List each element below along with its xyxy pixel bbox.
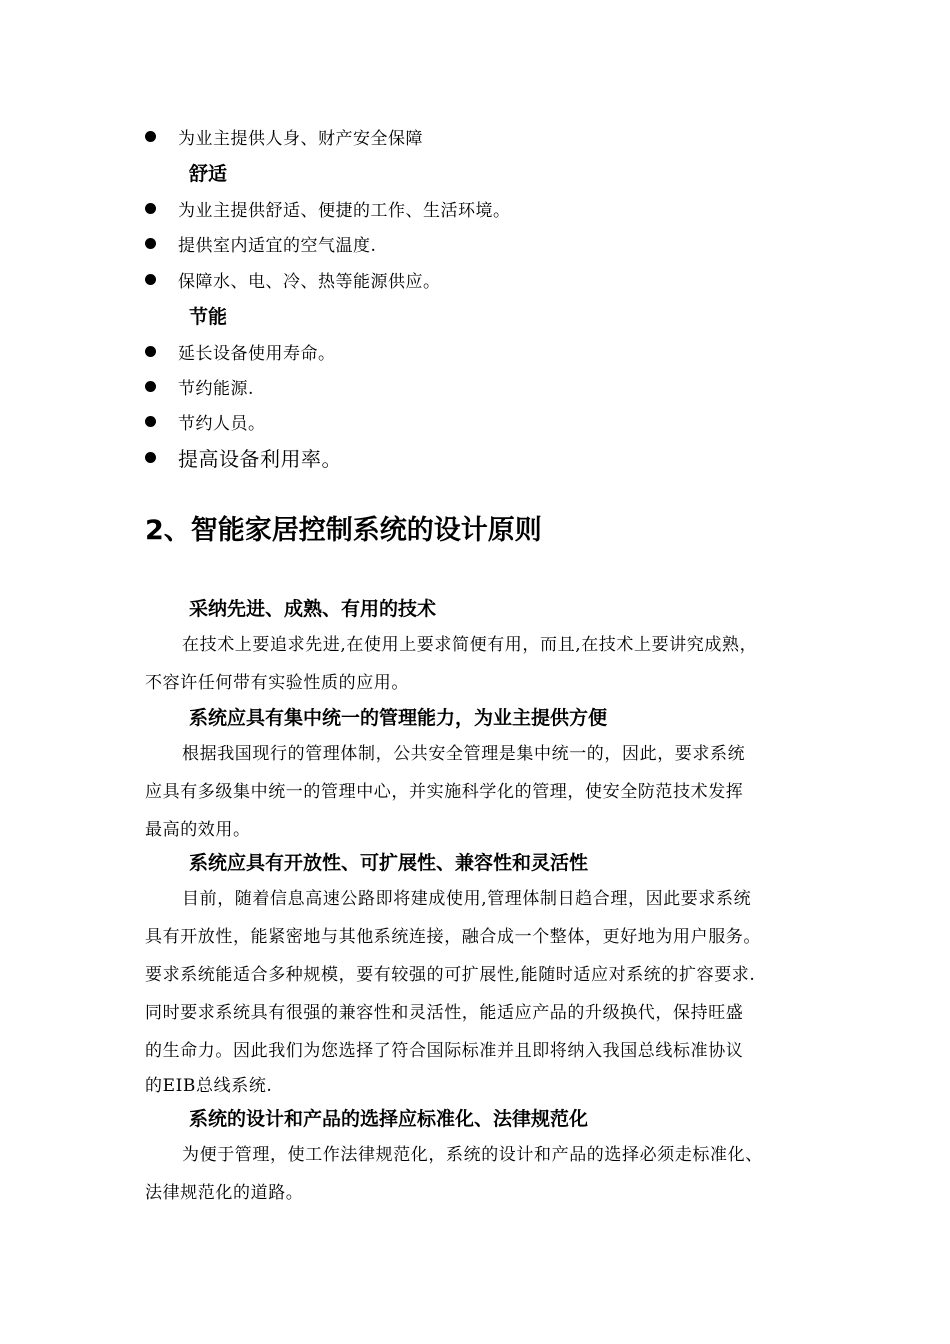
bullet-icon <box>145 452 156 463</box>
section-heading: 2、智能家居控制系统的设计原则 <box>145 515 542 546</box>
principle-title: 系统应具有集中统一的管理能力，为业主提供方便 <box>189 707 608 729</box>
bullet-icon <box>145 131 156 142</box>
section-title-comfort: 舒适 <box>189 163 228 185</box>
paragraph-line: 为便于管理，使工作法律规范化，系统的设计和产品的选择必须走标准化、 <box>182 1145 763 1165</box>
bullet-icon <box>145 381 156 392</box>
list-item-text: 提高设备利用率。 <box>178 446 342 471</box>
paragraph-line: 法律规范化的道路。 <box>145 1183 304 1203</box>
list-item-text: 节约人员。 <box>178 413 266 434</box>
bullet-icon <box>145 416 156 427</box>
principle-title: 系统应具有开放性、可扩展性、兼容性和灵活性 <box>189 852 589 874</box>
principle-title: 采纳先进、成熟、有用的技术 <box>189 598 437 620</box>
list-item <box>145 193 511 223</box>
bullet-icon <box>145 238 156 249</box>
paragraph-line: 的生命力。因此我们为您选择了符合国际标准并且即将纳入我国总线标准协议 <box>145 1041 744 1061</box>
list-item <box>145 121 423 151</box>
list-item <box>145 264 441 294</box>
paragraph-line: 在技术上要追求先进,在使用上要求简便有用，而且,在技术上要讲究成熟， <box>182 635 758 655</box>
list-item-text: 为业主提供舒适、便捷的工作、生活环境。 <box>178 200 511 221</box>
list-item <box>145 442 342 472</box>
list-item <box>145 406 266 436</box>
list-item-text: 为业主提供人身、财产安全保障 <box>178 128 423 149</box>
list-item <box>145 228 376 258</box>
bullet-icon <box>145 346 156 357</box>
list-item <box>145 336 336 366</box>
paragraph-line: 的EIB总线系统. <box>145 1076 273 1096</box>
paragraph-line: 根据我国现行的管理体制，公共安全管理是集中统一的，因此，要求系统 <box>182 744 746 764</box>
paragraph-line: 不容许任何带有实验性质的应用。 <box>145 673 409 693</box>
paragraph-line: 同时要求系统具有很强的兼容性和灵活性，能适应产品的升级换代，保持旺盛 <box>145 1003 744 1023</box>
list-item-text: 保障水、电、冷、热等能源供应。 <box>178 271 441 292</box>
list-item-text: 延长设备使用寿命。 <box>178 343 336 364</box>
paragraph-line: 要求系统能适合多种规模，要有较强的可扩展性,能随时适应对系统的扩容要求. <box>145 965 756 985</box>
paragraph-line: 目前，随着信息高速公路即将建成使用,管理体制日趋合理，因此要求系统 <box>182 889 752 909</box>
paragraph-line: 具有开放性，能紧密地与其他系统连接，融合成一个整体，更好地为用户服务。 <box>145 927 761 947</box>
bullet-icon <box>145 274 156 285</box>
paragraph-line: 应具有多级集中统一的管理中心，并实施科学化的管理，使安全防范技术发挥 <box>145 782 744 802</box>
paragraph-line: 最高的效用。 <box>145 820 251 840</box>
list-item <box>145 371 254 401</box>
list-item-text: 节约能源. <box>178 378 254 399</box>
principle-title: 系统的设计和产品的选择应标准化、法律规范化 <box>189 1108 589 1130</box>
section-title-energy: 节能 <box>189 306 228 328</box>
list-item-text: 提供室内适宜的空气温度. <box>178 235 377 256</box>
bullet-icon <box>145 203 156 214</box>
